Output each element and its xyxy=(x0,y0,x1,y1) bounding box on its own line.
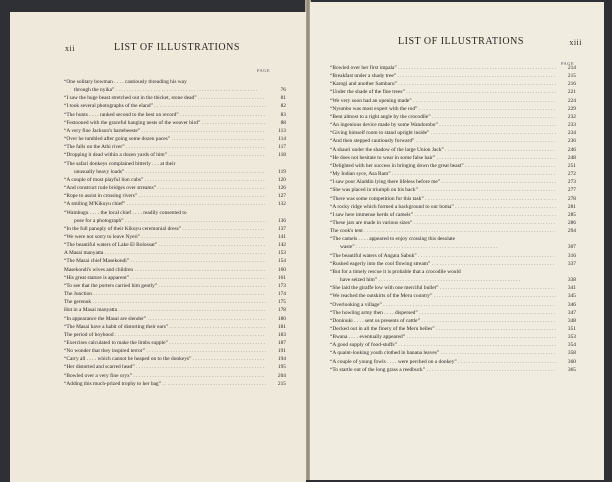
illustration-caption: “Dropping it dead within a dozen yards of him” . . . xyxy=(64,151,266,159)
illustration-page-number: 180 xyxy=(277,315,286,322)
illustration-page-number: 114 xyxy=(278,136,286,143)
illustration-page-number: 351 xyxy=(567,326,576,332)
illustration-caption: “I saw poor Aladdin lying there lifeless before me” . . . xyxy=(330,178,556,186)
illustration-page-number: 248 xyxy=(567,154,576,161)
illustration-page-number: 175 xyxy=(277,299,286,306)
illustration-entry xyxy=(330,235,576,251)
illustration-page-number: 173 xyxy=(277,282,286,289)
illustration-entry xyxy=(64,111,286,119)
illustration-page-number: 195 xyxy=(277,364,286,371)
illustration-entry xyxy=(330,219,576,227)
illustration-entry xyxy=(64,160,286,176)
illustration-caption: “To startle out of the long grass a reedbuck” . . . xyxy=(330,366,556,374)
illustration-caption: “We were not sorry to leave Nyeri” . . . xyxy=(64,233,266,241)
illustration-entry xyxy=(330,301,576,309)
illustration-caption: “Over he tumbled after going some dozen paces” . . . xyxy=(64,135,266,143)
illustration-caption: “Adding this much-prized trophy to her bag” . . . xyxy=(64,380,266,388)
illustration-entry xyxy=(64,119,286,127)
illustration-entry xyxy=(330,113,576,121)
illustration-page-number: 358 xyxy=(567,350,576,357)
illustration-page-number: 119 xyxy=(278,168,286,175)
illustration-entry xyxy=(330,137,576,145)
illustration-entry xyxy=(330,146,576,154)
illustration-entry xyxy=(330,227,576,235)
illustration-entry xyxy=(64,266,286,274)
illustration-caption: “Her distorted and scarred head” . . . xyxy=(64,363,266,371)
illustration-page-number: 174 xyxy=(277,291,286,298)
illustration-caption: Masekondi's wives and children . . . xyxy=(64,266,266,274)
illustration-caption: “Nyumbo was most expert with the rod” . . . xyxy=(330,105,556,113)
illustration-page-number: 187 xyxy=(277,340,286,346)
illustration-page-number: 360 xyxy=(567,358,576,365)
illustration-entry xyxy=(64,200,286,208)
illustration-entry xyxy=(64,363,286,371)
illustration-caption: “A shauri under the shadow of the large Union Jack” . . . xyxy=(330,146,556,154)
illustration-caption: “An ingenious device made by some Wandorobo” . . . xyxy=(330,121,556,129)
illustration-caption: The period of boyhood . . . xyxy=(64,331,266,339)
illustration-caption: “Breakfast under a shady tree” . . . xyxy=(330,72,556,80)
illustration-page-number: 141 xyxy=(277,233,286,240)
illustration-entry xyxy=(64,298,286,306)
illustration-entry xyxy=(330,64,576,72)
illustration-entry xyxy=(330,325,576,333)
illustration-caption: “Karogi and another Sambaru” . . . xyxy=(330,80,556,88)
illustration-page-number: 153 xyxy=(277,250,286,257)
illustration-caption: “Carry all . . . . which cannot be heaped on to the donkeys” . . . xyxy=(64,355,266,363)
left-illustration-list xyxy=(64,78,286,388)
illustration-caption: “The hunts . . . . ranked second to the best on record” . . . xyxy=(64,111,266,119)
illustration-caption: “A rocky ridge which formed a background to our boma” . . . xyxy=(330,203,556,211)
illustration-page-number: 354 xyxy=(567,342,576,349)
right-illustration-list xyxy=(330,64,576,374)
illustration-caption: “The beautiful waters of Lake El Bolossat” . . . xyxy=(64,241,266,249)
illustration-caption: “Wambugu . . . . the local chief . . . . readily consented to xyxy=(64,209,187,216)
illustration-caption: “Rope to assist in crossing rivers” . . . xyxy=(64,192,266,200)
illustration-entry xyxy=(330,186,576,194)
illustration-page-number: 215 xyxy=(277,380,286,387)
illustration-page-number: 191 xyxy=(277,348,286,355)
illustration-caption: “A good supply of food-stuffs” . . . xyxy=(330,341,556,349)
illustration-page-number: 204 xyxy=(277,372,286,379)
left-page-column-label: PAGE xyxy=(257,68,270,73)
illustration-page-number: 348 xyxy=(567,317,576,324)
illustration-entry xyxy=(330,341,576,349)
illustration-page-number: 214 xyxy=(567,65,576,71)
illustration-caption: “Festooned with the graceful hanging nests of the weaver bird” . . . xyxy=(64,119,266,127)
illustration-entry xyxy=(64,143,286,151)
left-running-title: LIST OF ILLUSTRATIONS xyxy=(114,42,240,53)
illustration-caption: “These jars are made in various sizes” . . . xyxy=(330,219,556,227)
illustration-entry xyxy=(64,257,286,265)
illustration-entry xyxy=(330,309,576,317)
illustration-entry xyxy=(330,333,576,341)
illustration-entry xyxy=(330,349,576,357)
illustration-caption: “Bwana . . . . eventually appeared” . . . xyxy=(330,333,556,341)
illustration-page-number: 126 xyxy=(277,185,286,192)
illustration-entry xyxy=(330,162,576,170)
illustration-caption: “No wonder that they inspired terror” . . . xyxy=(64,347,266,355)
illustration-caption: “A quaint-looking youth clothed in banana leaves” . . . xyxy=(330,349,556,357)
illustration-caption: “In the full panoply of their Kikuyu ceremonial dress” . . . xyxy=(64,225,266,233)
illustration-entry xyxy=(330,268,576,284)
illustration-page-number: 76 xyxy=(280,87,286,94)
illustration-page-number: 117 xyxy=(278,144,286,151)
illustration-page-number: 160 xyxy=(277,266,286,273)
illustration-caption-continued: pose for a photograph” . . . xyxy=(64,217,266,225)
illustration-entry xyxy=(330,284,576,292)
illustration-entry xyxy=(330,88,576,96)
illustration-page-number: 120 xyxy=(277,176,286,183)
illustration-entry xyxy=(64,127,286,135)
illustration-page-number: 161 xyxy=(277,274,286,281)
illustration-entry xyxy=(64,209,286,225)
illustration-page-number: 365 xyxy=(567,366,576,373)
illustration-caption: “She was placed in triumph on his back” . . . xyxy=(330,186,556,194)
illustration-caption: “A couple of young fowls . . . . were perched on a donkey” . . . xyxy=(330,358,556,366)
illustration-entry xyxy=(64,355,286,363)
illustration-entry xyxy=(64,331,286,339)
illustration-page-number: 142 xyxy=(277,242,286,249)
illustration-caption: “And then stepped cautiously forward” . . . xyxy=(330,137,556,145)
illustration-entry xyxy=(64,176,286,184)
illustration-page-number: 229 xyxy=(567,105,576,112)
illustration-page-number: 286 xyxy=(567,219,576,226)
illustration-entry xyxy=(330,358,576,366)
illustration-page-number: 345 xyxy=(567,293,576,300)
illustration-entry xyxy=(330,178,576,186)
illustration-caption: “A couple of most playful lion cubs” . . . xyxy=(64,176,266,184)
illustration-caption: “I took several photographs of the eland” . . . xyxy=(64,102,266,110)
illustration-entry xyxy=(330,211,576,219)
illustration-page-number: 81 xyxy=(280,95,286,102)
illustration-page-number: 154 xyxy=(277,258,286,265)
illustration-entry xyxy=(64,315,286,323)
illustration-page-number: 353 xyxy=(567,334,576,341)
illustration-page-number: 118 xyxy=(278,152,286,159)
illustration-entry xyxy=(64,347,286,355)
left-folio: xii xyxy=(65,44,75,53)
illustration-entry xyxy=(330,366,576,374)
illustration-entry xyxy=(330,317,576,325)
illustration-page-number: 346 xyxy=(567,301,576,308)
illustration-page-number: 341 xyxy=(567,285,576,292)
illustration-page-number: 347 xyxy=(567,309,576,316)
illustration-page-number: 127 xyxy=(277,193,286,200)
illustration-page-number: 294 xyxy=(567,228,576,235)
illustration-page-number: 113 xyxy=(278,127,286,134)
illustration-entry xyxy=(330,121,576,129)
illustration-entry xyxy=(330,97,576,105)
illustration-entry xyxy=(64,78,286,94)
illustration-caption: “I saw the huge beast stretched out in the thicket, stone dead” . . . xyxy=(64,94,266,102)
illustration-entry xyxy=(330,105,576,113)
illustration-page-number: 178 xyxy=(277,307,286,314)
illustration-caption: The gerenuk . . . xyxy=(64,298,266,306)
illustration-page-number: 316 xyxy=(567,252,576,259)
illustration-entry xyxy=(330,72,576,80)
illustration-page-number: 232 xyxy=(567,113,576,120)
illustration-caption: Hut in a Masai manyatta . . . xyxy=(64,306,266,314)
illustration-page-number: 277 xyxy=(567,187,576,194)
illustration-caption: “The safari donkeys complained bitterly . . . at their xyxy=(64,160,176,167)
illustration-entry xyxy=(64,192,286,200)
illustration-caption: “Overlooking a village” . . . xyxy=(330,301,556,309)
illustration-page-number: 181 xyxy=(277,323,286,330)
illustration-entry xyxy=(330,260,576,268)
illustration-page-number: 82 xyxy=(280,103,286,110)
illustration-entry xyxy=(330,195,576,203)
illustration-entry xyxy=(64,233,286,241)
illustration-entry xyxy=(64,135,286,143)
illustration-caption: “To see that the porters carried him gently” . . . xyxy=(64,282,266,290)
illustration-entry xyxy=(64,380,286,388)
illustration-caption-continued: waste” . . . xyxy=(330,243,556,251)
illustration-page-number: 233 xyxy=(567,122,576,129)
illustration-caption: “The Masai chief Masekondi” . . . xyxy=(64,257,266,265)
illustration-caption: “His great stature is apparent” . . . xyxy=(64,274,266,282)
illustration-page-number: 137 xyxy=(277,225,286,232)
illustration-page-number: 224 xyxy=(567,97,576,104)
illustration-caption: “One solitary bowman . . . . cautiously threading his way xyxy=(64,79,187,85)
illustration-caption: “Giving himself room to stand upright inside” . . . xyxy=(330,129,556,137)
illustration-caption: “There was some competition for this task” . . . xyxy=(330,195,556,203)
illustration-caption: “In appearance the Masai are slender” . . . xyxy=(64,315,266,323)
right-folio: xiii xyxy=(569,38,582,47)
illustration-page-number: 337 xyxy=(567,260,576,267)
illustration-entry xyxy=(64,184,286,192)
illustration-caption: “The camels . . . . appeared to enjoy crossing this desolate xyxy=(330,236,455,243)
illustration-page-number: 136 xyxy=(277,217,286,224)
illustration-caption: “I saw here immense herds of camels” . . . xyxy=(330,211,556,219)
illustration-entry xyxy=(64,306,286,314)
illustration-caption: “My Indian syce, Asa Ram” . . . xyxy=(330,170,556,178)
illustration-page-number: 278 xyxy=(567,195,576,202)
illustration-page-number: 281 xyxy=(567,203,576,210)
illustration-caption: “Rushed eagerly into the cool flowing stream” . . . xyxy=(330,260,556,268)
illustration-entry xyxy=(64,290,286,298)
illustration-caption: “A smiling M'Kikuyu chief” . . . xyxy=(64,200,266,208)
illustration-entry xyxy=(64,274,286,282)
illustration-entry xyxy=(330,80,576,88)
illustration-caption: “Bowled over her first impala” . . . xyxy=(330,64,556,72)
illustration-page-number: 88 xyxy=(280,119,286,126)
illustration-entry xyxy=(64,94,286,102)
illustration-caption: “Delighted with her success in bringing down the great beast” . . . xyxy=(330,162,556,170)
illustration-entry xyxy=(64,323,286,331)
illustration-caption: “The beautiful waters of Angara Sabuk” . . . xyxy=(330,252,556,260)
illustration-entry xyxy=(330,203,576,211)
illustration-caption: “Bowled over a very fine oryx” . . . xyxy=(64,372,266,380)
illustration-page-number: 234 xyxy=(567,130,576,137)
illustration-entry xyxy=(64,241,286,249)
illustration-entry xyxy=(330,154,576,162)
illustration-caption: The Junction . . . xyxy=(64,290,266,298)
illustration-caption: “Exercises calculated to make the limbs supple” . . . xyxy=(64,339,266,347)
illustration-caption: “And construct rude bridges over streams” . . . xyxy=(64,184,266,192)
illustration-caption: “Doninuki . . . . sent us presents of cattle” . . . xyxy=(330,317,556,325)
illustration-caption: The cook's tent . . . xyxy=(330,227,556,235)
illustration-caption-continued: have seized him” . . . xyxy=(330,276,556,284)
illustration-caption: “Decked out in all the finery of the Meru belles” . . . xyxy=(330,325,556,333)
illustration-caption: “We reached the outskirts of the Meru country” . . . xyxy=(330,292,556,300)
illustration-page-number: 221 xyxy=(567,89,576,96)
illustration-caption: “The falls on the Athi river” . . . xyxy=(64,143,266,151)
illustration-caption: “But for a timely rescue it is probable that a crocodile would xyxy=(330,268,461,275)
illustration-entry xyxy=(330,292,576,300)
illustration-entry xyxy=(64,102,286,110)
illustration-caption: “We very soon had an opening made” . . . xyxy=(330,97,556,105)
illustration-page-number: 215 xyxy=(567,73,576,80)
illustration-page-number: 246 xyxy=(567,146,576,153)
illustration-page-number: 307 xyxy=(567,244,576,251)
illustration-page-number: 273 xyxy=(567,179,576,186)
illustration-entry xyxy=(64,151,286,159)
illustration-page-number: 83 xyxy=(280,111,286,118)
illustration-caption: “The Masai have a habit of distorting their ears” . . . xyxy=(64,323,266,331)
left-page xyxy=(10,12,306,482)
illustration-entry xyxy=(64,372,286,380)
illustration-caption: “She laid the giraffe low with one merciful bullet” . . . xyxy=(330,284,556,292)
right-running-title: LIST OF ILLUSTRATIONS xyxy=(398,36,524,47)
illustration-entry xyxy=(64,282,286,290)
right-page-column-label: PAGE xyxy=(561,61,574,66)
illustration-page-number: 216 xyxy=(567,81,576,88)
illustration-page-number: 132 xyxy=(277,201,286,208)
illustration-page-number: 236 xyxy=(567,138,576,145)
illustration-caption: “He does not hesitate to wear in some false hair” . . . xyxy=(330,154,556,162)
illustration-page-number: 338 xyxy=(567,277,576,284)
illustration-page-number: 251 xyxy=(567,162,576,169)
illustration-caption-continued: unusually heavy loads” . . . xyxy=(64,168,266,176)
illustration-caption: “Under the shade of the fine trees” . . . xyxy=(330,88,556,96)
illustration-entry xyxy=(64,249,286,257)
illustration-page-number: 183 xyxy=(277,331,286,338)
illustration-entry xyxy=(330,170,576,178)
illustration-entry xyxy=(330,252,576,260)
illustration-entry xyxy=(64,225,286,233)
illustration-entry xyxy=(330,129,576,137)
illustration-page-number: 272 xyxy=(567,171,576,178)
illustration-caption: “The howling army then . . . . dispersed” . . . xyxy=(330,309,556,317)
illustration-page-number: 285 xyxy=(567,211,576,218)
illustration-caption-continued: through the nyika” . . . xyxy=(64,86,266,94)
illustration-caption: “Bent almost to a right angle by the crocodile” . . . xyxy=(330,113,556,121)
illustration-caption: “A very fine Jackson's hartebeeste” . . . xyxy=(64,127,266,135)
illustration-caption: A Masai manyatta . . . xyxy=(64,249,266,257)
illustration-entry xyxy=(64,339,286,347)
right-page xyxy=(310,2,604,480)
illustration-page-number: 194 xyxy=(277,356,286,363)
